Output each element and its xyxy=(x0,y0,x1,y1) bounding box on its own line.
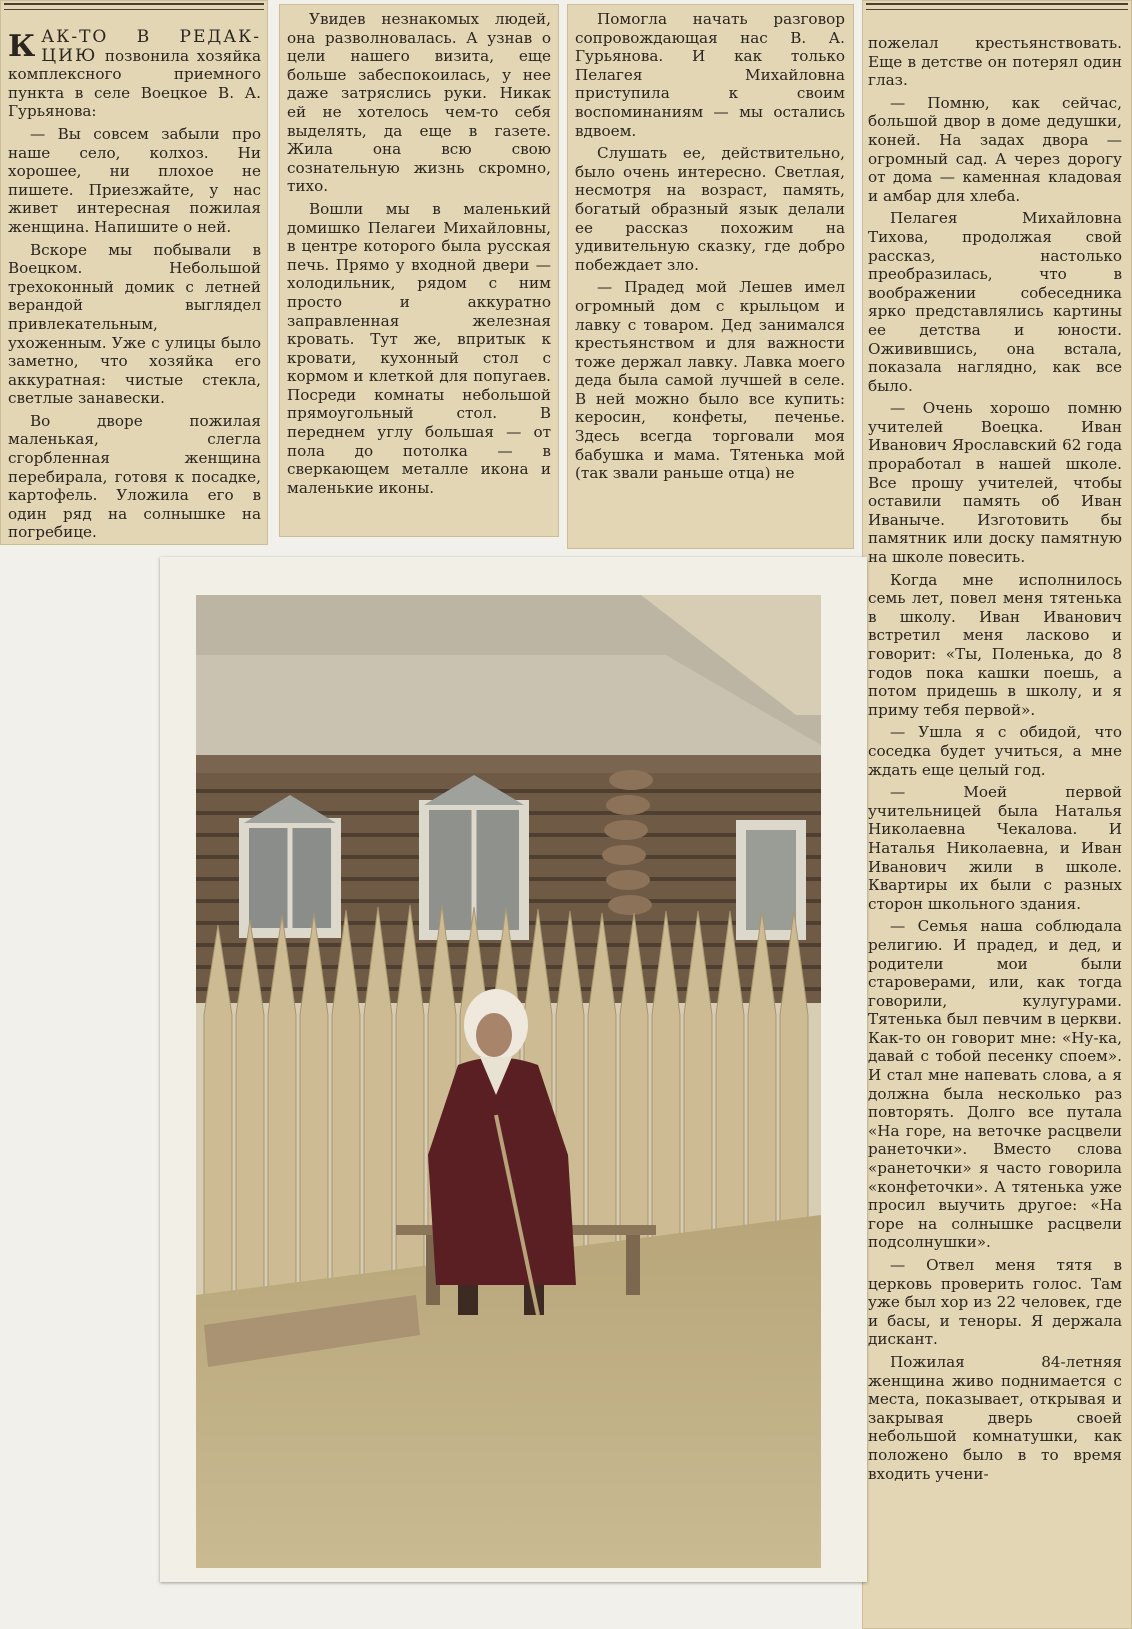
photo-card xyxy=(160,557,867,1582)
article-column-4 xyxy=(868,34,1122,1483)
paragraph: Пожилая 84-летняя женщина живо поднимается с места, показывает, открывая и закрывая дверь своей небольшой комнатушки, как положено было в то время входить учени- xyxy=(868,1352,1122,1483)
lead-caps: АК-ТО В РЕДАК-ЦИЮ xyxy=(41,27,261,66)
paragraph: Когда мне исполнилось семь лет, повел меня тятенька в школу. Иван Иванович встретил меня ласково и говорит: «Ты, Поленька, до 8 годов пока кашки поешь, а потом придешь в школу, и я приму тебя первой». xyxy=(868,570,1122,719)
paragraph: Во дворе пожилая маленькая, слегла сгорбленная женщина перебирала, готовя к посадке, картофель. Уложила его в один ряд на солнышке на погребице. xyxy=(8,411,261,542)
article-column-3 xyxy=(575,10,845,483)
clipping-col-3 xyxy=(567,4,854,549)
photo-woman-by-house xyxy=(196,595,821,1568)
clipping-col-1 xyxy=(0,0,268,545)
photo-image xyxy=(196,595,821,1568)
article-column-1 xyxy=(8,28,261,542)
paragraph: Вошли мы в маленький домишко Пелагеи Михайловны, в центре которого была русская печь. Прямо у входной двери — холодильник, рядом с ним просто и аккуратно заправленная железная кровать. Тут же, впритык к кровати, кухонный стол с кормом и клеткой для попугаев. Посреди комнаты небольшой прямоугольный стол. В переднем углу большая — от пола до потолка — в сверкающем металле икона и маленькие иконы. xyxy=(287,199,551,497)
clipping-col-4 xyxy=(862,0,1132,1629)
paragraph: Увидев незнакомых людей, она разволновалась. А узнав о цели нашего визита, еще больше забеспокоилась, у нее даже затряслись руки. Никак ей не хотелось чем-то себя выделять, да еще в газете. Жила она всю свою сознательную жизнь скромно, тихо. xyxy=(287,10,551,196)
paragraph: Слушать ее, действительно, было очень интересно. Светлая, несмотря на возраст, память, богатый образный язык делали ее рассказ похожим на удивительную сказку, где добро побеждает зло. xyxy=(575,144,845,274)
paragraph: — Помню, как сейчас, большой двор в доме дедушки, коней. На задах двора — огромный сад. А через дорогу от дома — каменная кладовая и амбар для хлеба. xyxy=(868,93,1122,205)
rule xyxy=(4,3,264,10)
paragraph: — Отвел меня тятя в церковь проверить голос. Там уже был хор из 22 человек, где и басы, и теноры. Я держала дискант. xyxy=(868,1256,1122,1349)
paragraph: — Ушла я с обидой, что соседка будет учиться, а мне ждать еще целый год. xyxy=(868,723,1122,779)
drop-cap: К xyxy=(8,29,36,64)
lead-text: позвонила хозяйка комплексного приемного пункта в селе Воецкое В. А. Гурьянова: xyxy=(8,46,262,121)
clipping-col-2 xyxy=(279,4,559,537)
paragraph: Помогла начать разговор сопровождающая нас В. А. Гурьянова. И как только Пелагея Михайловна приступила к своим воспоминаниям — мы остались вдвоем. xyxy=(575,10,845,140)
article-column-2 xyxy=(287,10,551,497)
paragraph: — Прадед мой Лешев имел огромный дом с крыльцом и лавку с товаром. Дед занимался крестьянством и для важности тоже держал лавку. Лавка моего деда была самой лучшей в селе. В ней можно было все купить: керосин, конфеты, печенье. Здесь всегда торговали моя бабушка и мама. Тятенька мой (так звали раньше отца) не xyxy=(575,278,845,483)
rule xyxy=(866,3,1128,10)
paragraph: Пелагея Михайловна Тихова, продолжая свой рассказ, настолько преобразилась, что в воображении собеседника ярко представлялись картины ее детства и юности. Оживившись, она встала, показала наглядно, как все было. xyxy=(868,209,1122,395)
paragraph: Вскоре мы побывали в Воецком. Небольшой трехоконный домик с летней верандой выглядел привлекательным, ухоженным. Уже с улицы было заметно, что хозяйка его аккуратная: чистые стекла, светлые занавески. xyxy=(8,240,261,408)
paragraph: — Очень хорошо помню учителей Воецка. Иван Иванович Ярославский 62 года проработал в нашей школе. Все прошу учителей, чтобы оставили память об Иван Иваныче. Изготовить бы памятник или доску памятную на школе повесить. xyxy=(868,399,1122,567)
paragraph: пожелал крестьянствовать. Еще в детстве он потерял один глаз. xyxy=(868,34,1122,90)
paragraph: — Моей первой учительницей была Наталья Николаевна Чекалова. И Наталья Николаевна, и Иван Иванович жили в школе. Квартиры их были с разных сторон школьного здания. xyxy=(868,783,1122,913)
paragraph: — Вы совсем забыли про наше село, колхоз. Ни хорошее, ни плохое не пишете. Приезжайте, у нас живет интересная пожилая женщина. Напишите о ней. xyxy=(8,124,261,236)
paragraph: — Семья наша соблюдала религию. И прадед, и дед, и родители мои были староверами, или, как тогда говорили, кулугурами. Тятенька был певчим в церкви. Как-то он говорит мне: «Ну-ка, давай с тобой песенку споем». И стал мне напевать слова, а я должна была несколько раз повторять. Долго все путала «На горе, на веточке расцвели ранеточки». Вместо слова «ранеточки» я часто говорила «конфеточки». А тятенька уже просил выучить другое: «На горе на солнышке расцвели подсолнушки». xyxy=(868,917,1122,1252)
